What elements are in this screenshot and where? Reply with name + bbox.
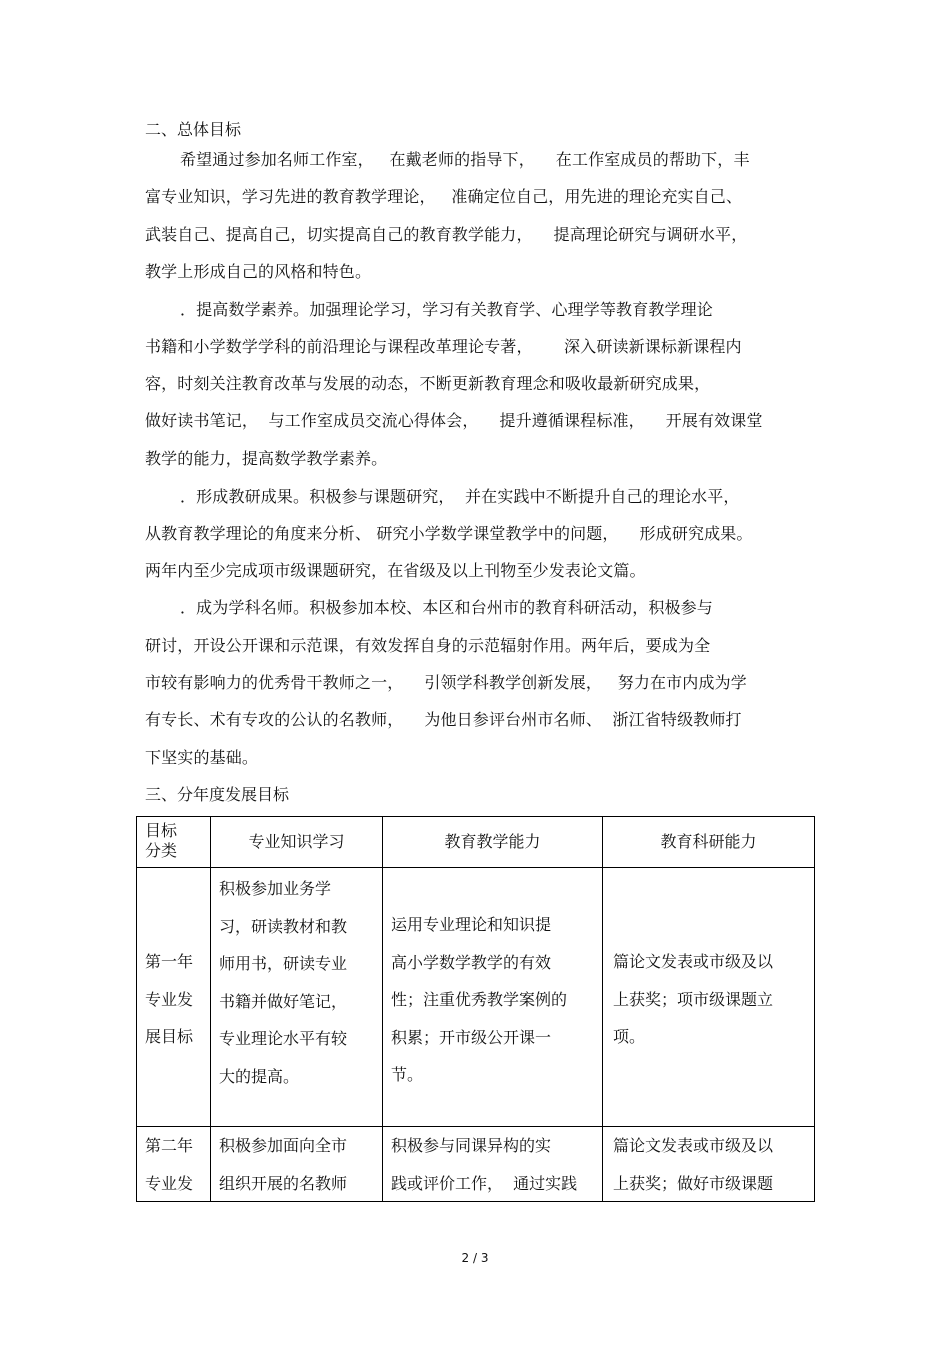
paragraph-line: 两年内至少完成项市级课题研究，在省级及以上刊物至少发表论文篇。 xyxy=(145,561,646,580)
paragraph-line: ．成为学科名师。积极参加本校、本区和台州市的教育科研活动，积极参与 xyxy=(180,598,713,617)
table-cell: 第一年 专业发 展目标 xyxy=(137,868,211,1127)
table-cell: 篇论文发表或市级及以 上获奖；项市级课题立 项。 xyxy=(603,868,815,1127)
header-cell-knowledge: 专业知识学习 xyxy=(211,817,383,868)
paragraph-line: 教学上形成自己的风格和特色。 xyxy=(145,262,372,281)
paragraph-line: 容，时刻关注教育改革与发展的动态，不断更新教育理念和吸收最新研究成果， xyxy=(145,374,711,393)
section-heading-overall-goals: 二、总体目标 xyxy=(145,120,242,139)
paragraph-line: 武装自己、提高自己，切实提高自己的教育教学能力， 提高理论研究与调研水平， xyxy=(145,225,748,244)
paragraph-line: 做好读书笔记， 与工作室成员交流心得体会， 提升遵循课程标准， 开展有效课堂 xyxy=(145,411,763,430)
section-heading-annual-goals: 三、分年度发展目标 xyxy=(145,785,290,804)
header-cell-category xyxy=(137,817,211,868)
table-cell: 第二年 专业发 xyxy=(137,1127,211,1202)
paragraph-line: 书籍和小学数学学科的前沿理论与课程改革理论专著， 深入研读新课标新课程内 xyxy=(145,337,742,356)
paragraph-line: 研讨，开设公开课和示范课，有效发挥自身的示范辐射作用。两年后，要成为全 xyxy=(145,636,711,655)
paragraph-line: 有专长、术有专攻的公认的名教师， 为他日参评台州市名师、 浙江省特级教师打 xyxy=(145,710,742,729)
paragraph-line: 希望通过参加名师工作室， 在戴老师的指导下， 在工作室成员的帮助下，丰 xyxy=(180,150,750,169)
table-cell: 运用专业理论和知识提 高小学数学教学的有效 性；注重优秀教学案例的 积累；开市级公开课一 节。 xyxy=(383,868,603,1127)
header-line: 目标 xyxy=(145,821,178,840)
paragraph-line: 市较有影响力的优秀骨干教师之一， 引领学科教学创新发展， 努力在市内成为学 xyxy=(145,673,747,692)
table-cell: 篇论文发表或市级及以 上获奖；做好市级课题 xyxy=(603,1127,815,1202)
paragraph-line: 富专业知识，学习先进的教育教学理论， 准确定位自己，用先进的理论充实自己、 xyxy=(145,187,743,206)
paragraph-line: ．形成教研成果。积极参与课题研究， 并在实践中不断提升自己的理论水平， xyxy=(180,487,740,506)
paragraph-line: ．提高数学素养。加强理论学习，学习有关教育学、心理学等教育教学理论 xyxy=(180,300,713,319)
table-row xyxy=(137,1127,815,1202)
page-number: 2 / 3 xyxy=(461,1251,489,1265)
annual-goals-table xyxy=(136,816,815,1202)
paragraph-line: 下坚实的基础。 xyxy=(145,748,259,767)
header-cell-research: 教育科研能力 xyxy=(603,817,815,868)
header-line: 分类 xyxy=(145,841,178,860)
paragraph-line: 教学的能力，提高数学教学素养。 xyxy=(145,449,388,468)
paragraph-line: 从教育教学理论的角度来分析、 研究小学数学课堂教学中的问题， 形成研究成果。 xyxy=(145,524,753,543)
table-row xyxy=(137,868,815,1127)
table-cell: 积极参加业务学 习，研读教材和教 师用书，研读专业 书籍并做好笔记， 专业理论水平有较 大的提高。 xyxy=(211,868,383,1127)
header-cell-teaching: 教育教学能力 xyxy=(383,817,603,868)
table-cell: 积极参与同课异构的实 践或评价工作， 通过实践 xyxy=(383,1127,603,1202)
table-header-row xyxy=(137,817,815,868)
table-cell: 积极参加面向全市 组织开展的名教师 xyxy=(211,1127,383,1202)
